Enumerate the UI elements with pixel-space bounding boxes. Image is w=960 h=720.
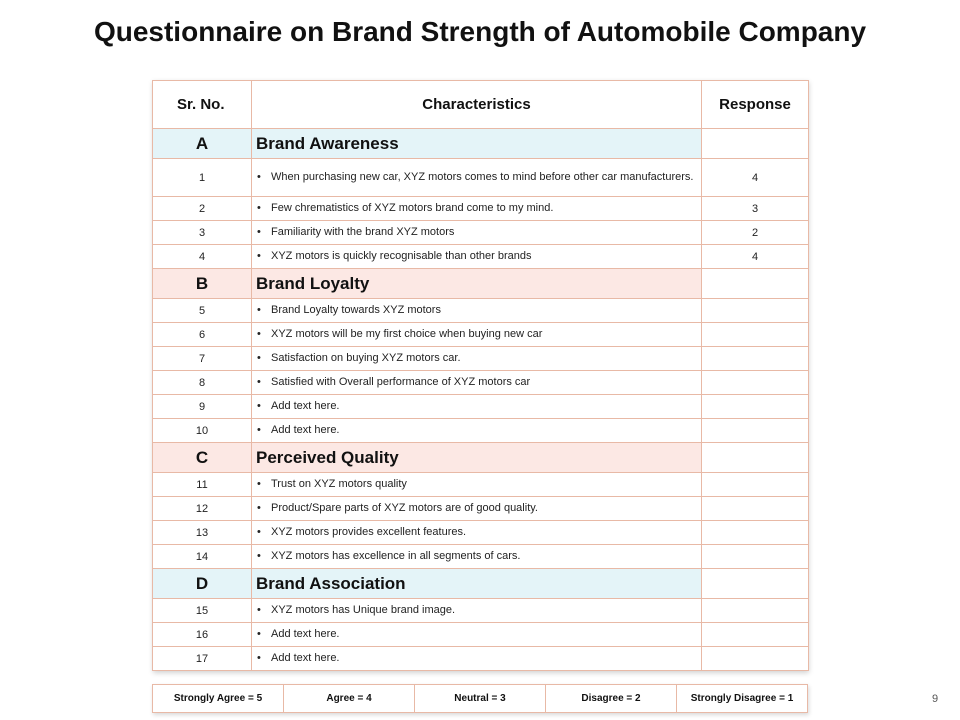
- row-characteristic: • Trust on XYZ motors quality: [252, 473, 702, 497]
- table-row: [153, 623, 809, 647]
- table-row: [153, 521, 809, 545]
- row-response[interactable]: 4: [702, 159, 809, 197]
- section-row-brand-loyalty: [153, 269, 809, 299]
- header-response: Response: [702, 81, 809, 129]
- row-sr-no: 2: [153, 197, 252, 221]
- legend-agree: Agree = 4: [284, 685, 415, 713]
- row-sr-no: 13: [153, 521, 252, 545]
- bullet-icon: •: [257, 250, 261, 262]
- row-response[interactable]: [702, 623, 809, 647]
- row-sr-no: 14: [153, 545, 252, 569]
- section-row-perceived-quality: [153, 443, 809, 473]
- rating-legend-container: [152, 684, 808, 713]
- bullet-icon: •: [257, 478, 261, 490]
- row-response[interactable]: [702, 371, 809, 395]
- table-row: [153, 221, 809, 245]
- row-response[interactable]: [702, 497, 809, 521]
- row-characteristic: • Brand Loyalty towards XYZ motors: [252, 299, 702, 323]
- section-response-cell: [702, 269, 809, 299]
- row-response[interactable]: 3: [702, 197, 809, 221]
- section-title: Brand Loyalty: [252, 269, 702, 299]
- table-row: [153, 371, 809, 395]
- row-sr-no: 12: [153, 497, 252, 521]
- section-letter: A: [153, 129, 252, 159]
- bullet-icon: •: [257, 400, 261, 412]
- questionnaire-table: [152, 80, 809, 671]
- table-row: [153, 395, 809, 419]
- row-characteristic: • XYZ motors provides excellent features.: [252, 521, 702, 545]
- row-characteristic: • Add text here.: [252, 647, 702, 671]
- row-sr-no: 10: [153, 419, 252, 443]
- row-sr-no: 6: [153, 323, 252, 347]
- header-sr-no: Sr. No.: [153, 81, 252, 129]
- table-row: [153, 419, 809, 443]
- table-header-row: [153, 81, 809, 129]
- legend-neutral: Neutral = 3: [415, 685, 546, 713]
- table-row: [153, 545, 809, 569]
- rating-legend: [152, 684, 808, 713]
- row-sr-no: 7: [153, 347, 252, 371]
- row-response[interactable]: [702, 647, 809, 671]
- bullet-icon: •: [257, 304, 261, 316]
- table-row: [153, 497, 809, 521]
- row-response[interactable]: [702, 395, 809, 419]
- section-letter: D: [153, 569, 252, 599]
- row-response[interactable]: [702, 323, 809, 347]
- section-title: Perceived Quality: [252, 443, 702, 473]
- row-sr-no: 15: [153, 599, 252, 623]
- section-title: Brand Awareness: [252, 129, 702, 159]
- bullet-icon: •: [257, 202, 261, 214]
- header-characteristics: Characteristics: [252, 81, 702, 129]
- row-characteristic: • XYZ motors will be my first choice when buying new car: [252, 323, 702, 347]
- section-row-brand-awareness: [153, 129, 809, 159]
- row-characteristic: • Familiarity with the brand XYZ motors: [252, 221, 702, 245]
- bullet-icon: •: [257, 550, 261, 562]
- section-response-cell: [702, 569, 809, 599]
- row-response[interactable]: 2: [702, 221, 809, 245]
- row-characteristic: • Product/Spare parts of XYZ motors are of good quality.: [252, 497, 702, 521]
- row-sr-no: 3: [153, 221, 252, 245]
- table-row: [153, 245, 809, 269]
- row-characteristic: • XYZ motors has excellence in all segments of cars.: [252, 545, 702, 569]
- row-response[interactable]: [702, 545, 809, 569]
- row-characteristic: • XYZ motors has Unique brand image.: [252, 599, 702, 623]
- legend-disagree: Disagree = 2: [546, 685, 677, 713]
- questionnaire-table-container: [152, 80, 808, 671]
- section-letter: B: [153, 269, 252, 299]
- row-characteristic: • XYZ motors is quickly recognisable than other brands: [252, 245, 702, 269]
- row-response[interactable]: [702, 599, 809, 623]
- row-response[interactable]: [702, 419, 809, 443]
- row-characteristic: • Satisfaction on buying XYZ motors car.: [252, 347, 702, 371]
- bullet-icon: •: [257, 652, 261, 664]
- row-characteristic: • Add text here.: [252, 395, 702, 419]
- section-letter: C: [153, 443, 252, 473]
- row-characteristic: • Satisfied with Overall performance of XYZ motors car: [252, 371, 702, 395]
- row-sr-no: 8: [153, 371, 252, 395]
- row-sr-no: 11: [153, 473, 252, 497]
- row-sr-no: 9: [153, 395, 252, 419]
- row-characteristic: • Few chrematistics of XYZ motors brand come to my mind.: [252, 197, 702, 221]
- row-characteristic: • Add text here.: [252, 623, 702, 647]
- row-response[interactable]: 4: [702, 245, 809, 269]
- row-characteristic: • When purchasing new car, XYZ motors comes to mind before other car manufacturers.: [252, 159, 702, 197]
- section-row-brand-association: [153, 569, 809, 599]
- bullet-icon: •: [257, 328, 261, 340]
- section-title: Brand Association: [252, 569, 702, 599]
- table-row: [153, 159, 809, 197]
- table-row: [153, 299, 809, 323]
- table-row: [153, 323, 809, 347]
- bullet-icon: •: [257, 526, 261, 538]
- bullet-icon: •: [257, 376, 261, 388]
- row-sr-no: 5: [153, 299, 252, 323]
- row-response[interactable]: [702, 347, 809, 371]
- bullet-icon: •: [257, 502, 261, 514]
- row-response[interactable]: [702, 521, 809, 545]
- table-row: [153, 599, 809, 623]
- row-sr-no: 4: [153, 245, 252, 269]
- page-number: 9: [932, 693, 939, 705]
- row-response[interactable]: [702, 473, 809, 497]
- legend-strongly-agree: Strongly Agree = 5: [153, 685, 284, 713]
- row-sr-no: 16: [153, 623, 252, 647]
- table-row: [153, 347, 809, 371]
- table-row: [153, 473, 809, 497]
- legend-row: [153, 685, 808, 713]
- section-response-cell: [702, 129, 809, 159]
- bullet-icon: •: [257, 628, 261, 640]
- bullet-icon: •: [257, 604, 261, 616]
- page-title: Questionnaire on Brand Strength of Automobile Company: [93, 16, 867, 47]
- legend-strongly-disagree: Strongly Disagree = 1: [677, 685, 808, 713]
- table-row: [153, 647, 809, 671]
- bullet-icon: •: [257, 424, 261, 436]
- table-row: [153, 197, 809, 221]
- row-characteristic: • Add text here.: [252, 419, 702, 443]
- bullet-icon: •: [257, 352, 261, 364]
- row-sr-no: 1: [153, 159, 252, 197]
- bullet-icon: •: [257, 171, 261, 183]
- row-sr-no: 17: [153, 647, 252, 671]
- bullet-icon: •: [257, 226, 261, 238]
- row-response[interactable]: [702, 299, 809, 323]
- section-response-cell: [702, 443, 809, 473]
